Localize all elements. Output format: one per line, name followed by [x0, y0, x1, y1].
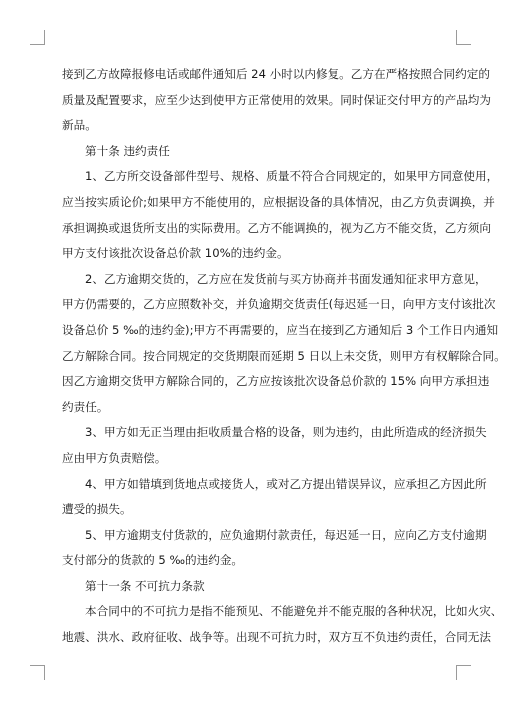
text-line: 甲方支付该批次设备总价款 10%的违约金。	[62, 246, 289, 261]
crop-mark-top-right	[456, 30, 471, 45]
text-line: 5、甲方逾期支付货款的，应负逾期付款责任，每迟延一日，应向乙方支付逾期	[85, 527, 487, 542]
text-line: 质量及配置要求，应至少达到使甲方正常使用的效果。同时保证交付甲方的产品均为	[62, 92, 491, 107]
text-line: 遭受的损失。	[62, 502, 132, 517]
text-line: 2、乙方逾期交货的，乙方应在发货前与买方协商并书面发通知征求甲方意见，	[85, 271, 487, 286]
crop-mark-bottom-right	[456, 665, 471, 680]
text-line: 应当按实质论价;如果甲方不能使用的，应根据设备的具体情况，由乙方负责调换，并	[62, 194, 495, 209]
text-line: 接到乙方故障报修电话或邮件通知后 24 小时以内修复。乙方在严格按照合同约定的	[62, 67, 490, 81]
text-line: 地震、洪水、政府征收、战争等。出现不可抗力时，双方互不负违约责任，合同无法	[62, 630, 491, 645]
text-line: 本合同中的不可抗力是指不能预见、不能避免并不能克服的各种状况，比如火灾、	[85, 604, 503, 619]
text-line: 因乙方逾期交货甲方解除合同的，乙方应按该批次设备总价款的 15% 向甲方承担违	[62, 374, 490, 389]
document-body	[62, 62, 506, 651]
text-line: 4、甲方如错填到货地点或接货人，或对乙方提出错误异议，应承担乙方因此所	[85, 476, 487, 491]
section-heading: 第十条 违约责任	[85, 143, 170, 158]
text-line: 3、甲方如无正当理由拒收质量合格的设备，则为违约，由此所造成的经济损失	[85, 425, 487, 440]
crop-mark-bottom-left	[30, 665, 45, 680]
section-heading: 第十一条 不可抗力条款	[85, 578, 205, 593]
text-line: 设备总价 5 ‰的违约金);甲方不再需要的，应当在接到乙方通知后 3 个工作日内通知	[62, 322, 499, 337]
text-line: 乙方解除合同。按合同规定的交货期限而延期 5 日以上未交货，则甲方有权解除合同。	[62, 348, 506, 363]
text-line: 支付部分的货款的 5 ‰的违约金。	[62, 553, 244, 568]
text-line: 甲方仍需要的，乙方应照数补交，并负逾期交货责任(每迟延一日，向甲方支付该批次	[62, 297, 496, 312]
text-line: 承担调换或退货所支出的实际费用。乙方不能调换的，视为乙方不能交货，乙方须向	[62, 220, 491, 235]
text-line: 新品。	[62, 118, 97, 133]
text-line: 约责任。	[62, 399, 109, 414]
text-line: 应由甲方负责赔偿。	[62, 450, 167, 465]
text-line: 1、乙方所交设备部件型号、规格、质量不符合合同规定的，如果甲方同意使用，	[85, 169, 499, 184]
crop-mark-top-left	[30, 30, 45, 45]
